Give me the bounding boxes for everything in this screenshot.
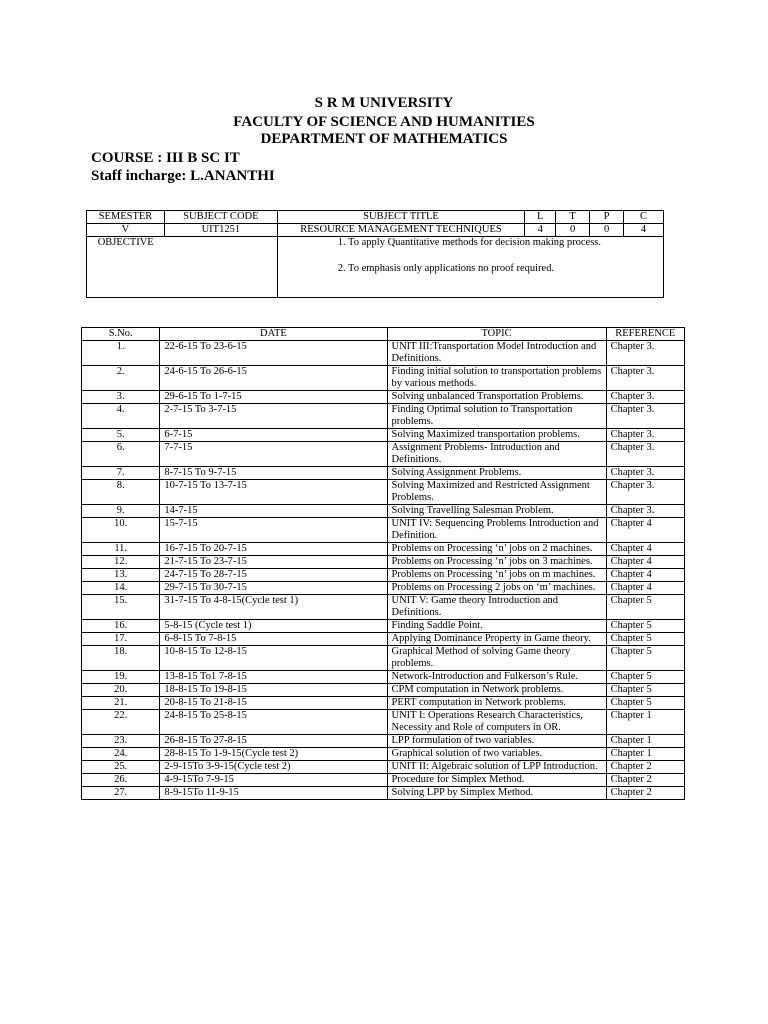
row-reference: Chapter 3. — [606, 366, 684, 391]
row-sno: 10. — [82, 518, 160, 543]
row-date: 6-8-15 To 7-8-15 — [160, 633, 387, 646]
row-date: 20-8-15 To 21-8-15 — [160, 697, 387, 710]
row-reference: Chapter 3. — [606, 467, 684, 480]
row-sno: 6. — [82, 442, 160, 467]
row-sno: 8. — [82, 480, 160, 505]
staff-line: Staff incharge: L.ANANTHI — [91, 168, 275, 184]
row-reference: Chapter 2 — [606, 774, 684, 787]
info-semester: V — [87, 224, 165, 237]
row-sno: 2. — [82, 366, 160, 391]
row-sno: 27. — [82, 787, 160, 800]
row-sno: 19. — [82, 671, 160, 684]
schedule-body — [82, 341, 685, 800]
table-row — [82, 748, 685, 761]
table-row — [82, 341, 685, 366]
table-row — [82, 505, 685, 518]
info-l: 4 — [525, 224, 556, 237]
row-topic: Graphical solution of two variables. — [387, 748, 606, 761]
objective-item: 2. To emphasis only applications no proof required. — [337, 263, 555, 274]
row-sno: 5. — [82, 429, 160, 442]
row-sno: 14. — [82, 582, 160, 595]
row-sno: 18. — [82, 646, 160, 671]
row-topic: UNIT I: Operations Research Characteristics, Necessity and Role of computers in OR. — [387, 710, 606, 735]
row-sno: 16. — [82, 620, 160, 633]
info-header-semester: SEMESTER — [87, 211, 165, 224]
table-row — [82, 671, 685, 684]
table-row — [82, 697, 685, 710]
course-line: COURSE : III B SC IT — [91, 150, 240, 166]
row-reference: Chapter 5 — [606, 620, 684, 633]
row-date: 8-7-15 To 9-7-15 — [160, 467, 387, 480]
row-date: 24-8-15 To 25-8-15 — [160, 710, 387, 735]
table-row — [82, 442, 685, 467]
table-row — [82, 620, 685, 633]
row-date: 13-8-15 To1 7-8-15 — [160, 671, 387, 684]
row-reference: Chapter 5 — [606, 697, 684, 710]
table-row — [82, 480, 685, 505]
header-sno: S.No. — [82, 328, 160, 341]
row-topic: Solving Maximized and Restricted Assignment Problems. — [387, 480, 606, 505]
row-topic: Finding Optimal solution to Transportation problems. — [387, 404, 606, 429]
info-header-l: L — [525, 211, 556, 224]
row-date: 14-7-15 — [160, 505, 387, 518]
info-subject-title: RESOURCE MANAGEMENT TECHNIQUES — [277, 224, 524, 237]
row-reference: Chapter 5 — [606, 646, 684, 671]
faculty-title: FACULTY OF SCIENCE AND HUMANITIES — [233, 114, 535, 130]
table-row — [82, 787, 685, 800]
info-header-t: T — [556, 211, 590, 224]
row-date: 7-7-15 — [160, 442, 387, 467]
row-date: 4-9-15To 7-9-15 — [160, 774, 387, 787]
info-header-row — [87, 211, 664, 224]
table-row — [82, 543, 685, 556]
row-sno: 3. — [82, 391, 160, 404]
row-reference: Chapter 4 — [606, 543, 684, 556]
table-row — [82, 761, 685, 774]
row-date: 28-8-15 To 1-9-15(Cycle test 2) — [160, 748, 387, 761]
row-date: 16-7-15 To 20-7-15 — [160, 543, 387, 556]
row-reference: Chapter 4 — [606, 582, 684, 595]
table-row — [82, 582, 685, 595]
row-reference: Chapter 4 — [606, 556, 684, 569]
row-topic: PERT computation in Network problems. — [387, 697, 606, 710]
table-row — [82, 774, 685, 787]
row-date: 6-7-15 — [160, 429, 387, 442]
row-date: 10-8-15 To 12-8-15 — [160, 646, 387, 671]
row-date: 22-6-15 To 23-6-15 — [160, 341, 387, 366]
schedule-table — [81, 327, 685, 800]
table-row — [82, 684, 685, 697]
row-sno: 24. — [82, 748, 160, 761]
row-sno: 20. — [82, 684, 160, 697]
row-topic: Finding initial solution to transportation problems by various methods. — [387, 366, 606, 391]
info-value-row — [87, 224, 664, 237]
row-reference: Chapter 3. — [606, 341, 684, 366]
row-reference: Chapter 5 — [606, 671, 684, 684]
row-topic: Finding Saddle Point. — [387, 620, 606, 633]
row-reference: Chapter 2 — [606, 761, 684, 774]
row-reference: Chapter 1 — [606, 748, 684, 761]
row-date: 21-7-15 To 23-7-15 — [160, 556, 387, 569]
row-sno: 25. — [82, 761, 160, 774]
info-header-subject-title: SUBJECT TITLE — [277, 211, 524, 224]
info-subject-code: UIT1251 — [164, 224, 277, 237]
row-date: 2-7-15 To 3-7-15 — [160, 404, 387, 429]
table-row — [82, 404, 685, 429]
row-reference: Chapter 5 — [606, 595, 684, 620]
table-row — [82, 710, 685, 735]
row-topic: UNIT III:Transportation Model Introduction and Definitions. — [387, 341, 606, 366]
university-title: S R M UNIVERSITY — [314, 95, 454, 111]
table-row — [82, 735, 685, 748]
row-sno: 11. — [82, 543, 160, 556]
objective-row — [87, 237, 664, 298]
row-topic: CPM computation in Network problems. — [387, 684, 606, 697]
row-topic: Solving Travelling Salesman Problem. — [387, 505, 606, 518]
table-row — [82, 518, 685, 543]
row-topic: Network-Introduction and Fulkerson’s Rule. — [387, 671, 606, 684]
row-reference: Chapter 3. — [606, 505, 684, 518]
row-sno: 21. — [82, 697, 160, 710]
row-topic: UNIT IV: Sequencing Problems Introduction and Definition. — [387, 518, 606, 543]
row-date: 5-8-15 (Cycle test 1) — [160, 620, 387, 633]
row-reference: Chapter 3. — [606, 442, 684, 467]
row-sno: 22. — [82, 710, 160, 735]
schedule-header-row — [82, 328, 685, 341]
table-row — [82, 467, 685, 480]
info-c: 4 — [624, 224, 664, 237]
row-sno: 1. — [82, 341, 160, 366]
row-reference: Chapter 2 — [606, 787, 684, 800]
row-date: 24-6-15 To 26-6-15 — [160, 366, 387, 391]
table-row — [82, 595, 685, 620]
row-sno: 15. — [82, 595, 160, 620]
row-reference: Chapter 1 — [606, 735, 684, 748]
row-sno: 13. — [82, 569, 160, 582]
row-topic: UNIT V: Game theory Introduction and Definitions. — [387, 595, 606, 620]
header-topic: TOPIC — [387, 328, 606, 341]
table-row — [82, 569, 685, 582]
row-reference: Chapter 5 — [606, 633, 684, 646]
table-row — [82, 556, 685, 569]
info-p: 0 — [590, 224, 624, 237]
table-row — [82, 391, 685, 404]
row-reference: Chapter 3. — [606, 391, 684, 404]
row-sno: 26. — [82, 774, 160, 787]
row-date: 2-9-15To 3-9-15(Cycle test 2) — [160, 761, 387, 774]
row-date: 31-7-15 To 4-8-15(Cycle test 1) — [160, 595, 387, 620]
subject-info-table — [86, 210, 664, 298]
row-reference: Chapter 4 — [606, 518, 684, 543]
objective-spacer — [164, 237, 277, 298]
department-title: DEPARTMENT OF MATHEMATICS — [260, 131, 508, 147]
row-date: 8-9-15To 11-9-15 — [160, 787, 387, 800]
objective-content — [277, 237, 663, 298]
row-sno: 4. — [82, 404, 160, 429]
row-reference: Chapter 3. — [606, 480, 684, 505]
row-sno: 23. — [82, 735, 160, 748]
row-sno: 9. — [82, 505, 160, 518]
row-reference: Chapter 1 — [606, 710, 684, 735]
row-date: 24-7-15 To 28-7-15 — [160, 569, 387, 582]
row-topic: Problems on Processing 2 jobs on ‘m’ machines. — [387, 582, 606, 595]
table-row — [82, 429, 685, 442]
row-topic: Procedure for Simplex Method. — [387, 774, 606, 787]
row-topic: Assignment Problems- Introduction and Definitions. — [387, 442, 606, 467]
row-topic: Problems on Processing ‘n’ jobs on m machines. — [387, 569, 606, 582]
row-topic: Problems on Processing ‘n’ jobs on 2 machines. — [387, 543, 606, 556]
row-topic: Applying Dominance Property in Game theory. — [387, 633, 606, 646]
row-topic: LPP formulation of two variables. — [387, 735, 606, 748]
row-reference: Chapter 3. — [606, 404, 684, 429]
row-sno: 17. — [82, 633, 160, 646]
row-date: 26-8-15 To 27-8-15 — [160, 735, 387, 748]
row-reference: Chapter 4 — [606, 569, 684, 582]
header-date: DATE — [160, 328, 387, 341]
row-reference: Chapter 5 — [606, 684, 684, 697]
row-topic: UNIT II: Algebraic solution of LPP Introduction. — [387, 761, 606, 774]
row-sno: 12. — [82, 556, 160, 569]
row-topic: Graphical Method of solving Game theory problems. — [387, 646, 606, 671]
row-topic: Solving Assignment Problems. — [387, 467, 606, 480]
table-row — [82, 646, 685, 671]
row-topic: Solving unbalanced Transportation Problems. — [387, 391, 606, 404]
row-topic: Solving LPP by Simplex Method. — [387, 787, 606, 800]
info-header-p: P — [590, 211, 624, 224]
row-topic: Problems on Processing ‘n’ jobs on 3 machines. — [387, 556, 606, 569]
objective-label: OBJECTIVE — [87, 237, 165, 298]
table-row — [82, 366, 685, 391]
info-header-c: C — [624, 211, 664, 224]
row-sno: 7. — [82, 467, 160, 480]
row-date: 10-7-15 To 13-7-15 — [160, 480, 387, 505]
row-date: 29-6-15 To 1-7-15 — [160, 391, 387, 404]
row-topic: Solving Maximized transportation problems. — [387, 429, 606, 442]
row-reference: Chapter 3. — [606, 429, 684, 442]
info-t: 0 — [556, 224, 590, 237]
row-date: 29-7-15 To 30-7-15 — [160, 582, 387, 595]
objective-item: 1. To apply Quantitative methods for decision making process. — [337, 237, 602, 248]
row-date: 15-7-15 — [160, 518, 387, 543]
info-header-subject-code: SUBJECT CODE — [164, 211, 277, 224]
row-date: 18-8-15 To 19-8-15 — [160, 684, 387, 697]
table-row — [82, 633, 685, 646]
header-reference: REFERENCE — [606, 328, 684, 341]
